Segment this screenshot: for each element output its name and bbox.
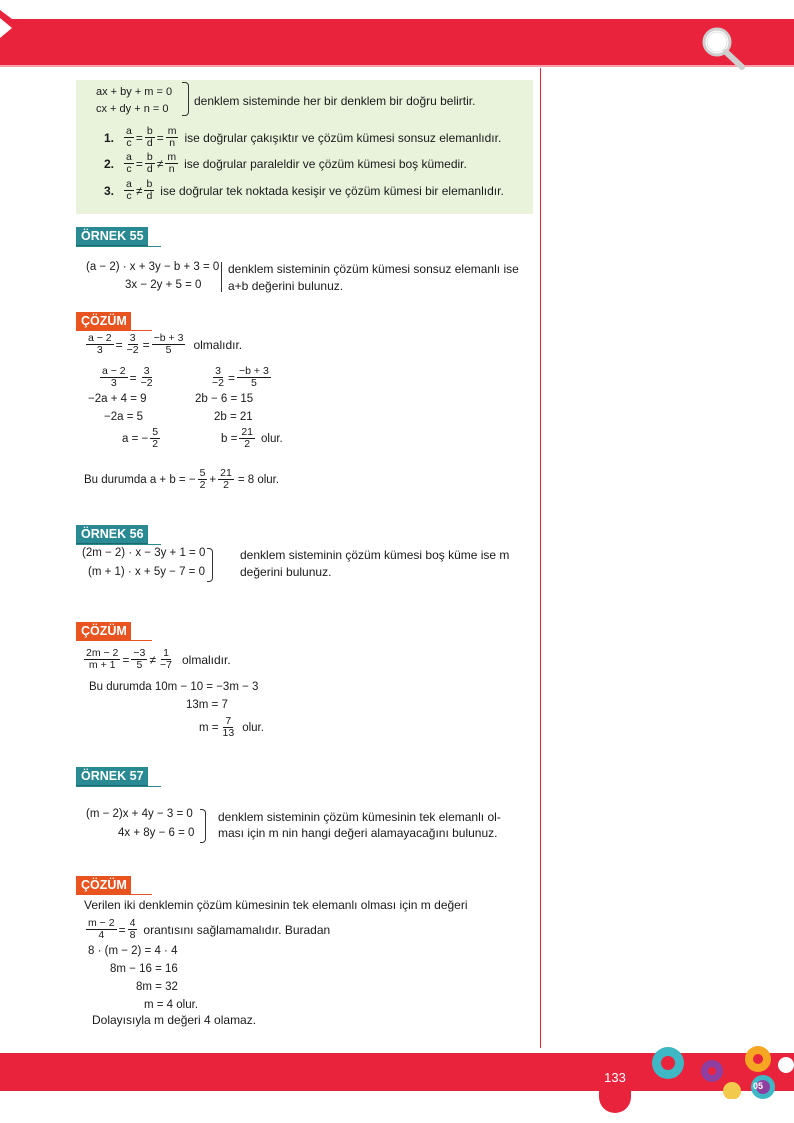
ornek-55-eq2: 3x − 2y + 5 = 0 bbox=[125, 279, 202, 291]
numerator: −b + 3 bbox=[153, 332, 184, 344]
not-equal-sign: ≠ bbox=[135, 183, 143, 198]
denominator: 3 bbox=[110, 377, 117, 389]
numerator: −b + 3 bbox=[239, 365, 269, 377]
ornek-57-eq2: 4x + 8y − 6 = 0 bbox=[118, 827, 195, 839]
gear-label: 05 bbox=[753, 1081, 764, 1091]
cozum-55-left-4 bbox=[122, 427, 162, 450]
fraction bbox=[128, 918, 138, 941]
ornek-56-eq2: (m + 1) · x + 5y − 7 = 0 bbox=[88, 566, 205, 578]
fraction bbox=[165, 152, 178, 175]
denominator: c bbox=[126, 190, 132, 202]
numerator: a − 2 bbox=[102, 365, 126, 377]
final-prefix: Bu durumda a + b = − bbox=[84, 473, 196, 486]
numerator: b bbox=[146, 125, 153, 137]
result-tail: olur. bbox=[261, 432, 283, 445]
fraction bbox=[139, 366, 155, 389]
cozum-55-final bbox=[84, 468, 279, 491]
fraction bbox=[221, 716, 237, 739]
info-item-2 bbox=[104, 152, 467, 175]
numerator: 2m − 2 bbox=[86, 647, 119, 659]
numerator: 1 bbox=[163, 647, 169, 659]
info-item-2-num: 2. bbox=[104, 156, 115, 171]
numerator: 4 bbox=[129, 917, 136, 929]
denominator: 4 bbox=[98, 929, 105, 941]
denominator: −7 bbox=[160, 659, 172, 671]
equals-sign: = bbox=[135, 156, 143, 171]
denominator: 2 bbox=[199, 479, 206, 491]
denominator: n bbox=[169, 137, 176, 149]
cozum-57-proportion: $\frac{m - 2}{4}$ = $\frac{4}{8}$ orantısını sağlamamalıdır. Buradan bbox=[88, 917, 331, 941]
cozum-57-line-2: 8m − 16 = 16 bbox=[110, 963, 178, 975]
proportion-tail: olmalıdır. bbox=[181, 652, 231, 667]
fraction bbox=[84, 648, 120, 671]
cozum-55-left-3: −2a = 5 bbox=[104, 411, 144, 423]
result-prefix: m = bbox=[199, 721, 219, 734]
info-item-1-num: 1. bbox=[104, 130, 115, 145]
info-item-1-text: ise doğrular çakışıktır ve çözüm kümesi sonsuz elemanlıdır. bbox=[184, 130, 502, 145]
numerator: 21 bbox=[241, 426, 253, 438]
result-prefix: a = − bbox=[122, 432, 149, 445]
result-prefix: b = bbox=[221, 432, 238, 445]
cozum-56-proportion: $\frac{2m - 2}{m + 1}$ = $\frac{-3}{5}$ ≠ $\frac{1}{-7}$ olmalıdır. bbox=[86, 647, 231, 671]
result-tail: olur. bbox=[242, 721, 264, 734]
numerator: m bbox=[167, 125, 177, 137]
cozum-57-underline bbox=[76, 894, 152, 895]
fraction bbox=[86, 918, 117, 941]
ornek-56-text1: denklem sisteminin çözüm kümesi boş küme ise m bbox=[240, 548, 510, 562]
fraction bbox=[237, 366, 271, 389]
fraction bbox=[125, 333, 141, 356]
gears-decoration-icon bbox=[640, 1043, 794, 1099]
ornek-57-label: ÖRNEK 57 bbox=[76, 767, 148, 787]
info-item-3 bbox=[104, 179, 504, 202]
info-item-1 bbox=[104, 126, 501, 149]
page-number: 133 bbox=[604, 1070, 626, 1085]
ornek-55-underline bbox=[76, 246, 161, 247]
numerator: −3 bbox=[133, 647, 146, 659]
info-system-text: denklem sisteminde her bir denklem bir doğru belirtir. bbox=[194, 94, 476, 108]
fraction bbox=[86, 333, 114, 356]
denominator: −2 bbox=[140, 377, 153, 389]
ornek-56-eq1: (2m − 2) · x − 3y + 1 = 0 bbox=[82, 547, 206, 559]
cozum-57-line-4: m = 4 olur. bbox=[144, 999, 199, 1011]
ornek-55-text2: a+b değerini bulunuz. bbox=[228, 279, 344, 293]
cozum-55-left-1: $\frac{a - 2}{3}$ = $\frac{3}{-2}$ bbox=[102, 365, 153, 389]
denominator: 3 bbox=[96, 344, 103, 356]
proportion-tail: orantısını sağlamamalıdır. Buradan bbox=[143, 922, 331, 937]
cozum-56-line-3 bbox=[199, 716, 264, 739]
final-tail: = 8 olur. bbox=[237, 473, 280, 486]
ornek-56-label: ÖRNEK 56 bbox=[76, 525, 148, 545]
denominator: 5 bbox=[136, 659, 143, 671]
cozum-57-final: Dolayısıyla m değeri 4 olamaz. bbox=[92, 1013, 257, 1027]
column-divider bbox=[540, 68, 541, 1048]
denominator: 2 bbox=[152, 438, 159, 450]
info-brace bbox=[182, 82, 189, 116]
cozum-56-line-1: Bu durumda 10m − 10 = −3m − 3 bbox=[89, 681, 259, 693]
info-item-3-text: ise doğrular tek noktada kesişir ve çözüm kümesi bir elemanlıdır. bbox=[160, 183, 504, 198]
info-eq2: cx + dy + n = 0 bbox=[96, 103, 169, 115]
numerator: a bbox=[126, 151, 132, 163]
cozum-57-line-3: 8m = 32 bbox=[136, 981, 178, 993]
header-band bbox=[0, 19, 794, 65]
fraction bbox=[198, 468, 208, 491]
cozum-55-right-4 bbox=[221, 427, 283, 450]
ornek-57-brace bbox=[200, 809, 206, 843]
numerator: a bbox=[126, 178, 132, 190]
denominator: d bbox=[146, 163, 153, 175]
not-equal-sign: ≠ bbox=[156, 156, 164, 171]
ornek-57-text1: denklem sisteminin çözüm kümesinin tek elemanlı ol- bbox=[218, 810, 501, 824]
cozum-57-intro: Verilen iki denklemin çözüm kümesinin tek elemanlı olması için m değeri bbox=[84, 898, 468, 912]
cozum-55-underline bbox=[76, 330, 152, 331]
denominator: −2 bbox=[126, 344, 139, 356]
cozum-55-right-2: 2b − 6 = 15 bbox=[195, 393, 254, 405]
denominator: n bbox=[168, 163, 175, 175]
fraction bbox=[145, 152, 155, 175]
ornek-55-brace bbox=[221, 262, 227, 292]
fraction bbox=[100, 366, 128, 389]
fraction bbox=[158, 648, 174, 671]
fraction bbox=[124, 126, 134, 149]
fraction bbox=[210, 366, 226, 389]
cozum-57-line-1: 8 · (m − 2) = 4 · 4 bbox=[88, 945, 178, 957]
fraction bbox=[124, 179, 134, 202]
ornek-55-eq1: (a − 2) · x + 3y − b + 3 = 0 bbox=[86, 261, 220, 273]
denominator: 2 bbox=[223, 479, 229, 491]
denominator: d bbox=[146, 137, 153, 149]
numerator: 7 bbox=[225, 715, 232, 727]
denominator: 5 bbox=[250, 377, 257, 389]
info-item-3-num: 3. bbox=[104, 183, 115, 198]
denominator: c bbox=[126, 137, 132, 149]
fraction bbox=[145, 126, 155, 149]
equals-sign: = bbox=[135, 130, 143, 145]
numerator: a − 2 bbox=[88, 332, 112, 344]
ornek-55-text1: denklem sisteminin çözüm kümesi sonsuz elemanlı ise bbox=[228, 262, 519, 276]
cozum-56-line-2: 13m = 7 bbox=[186, 699, 228, 711]
cozum-56-underline bbox=[76, 640, 152, 641]
cozum-55-right-1: $\frac{3}{-2}$ = $\frac{-b + 3}{5}$ bbox=[212, 365, 269, 389]
ornek-57-underline bbox=[76, 786, 161, 787]
numerator: 5 bbox=[152, 426, 159, 438]
numerator: 3 bbox=[215, 365, 221, 377]
fraction bbox=[152, 333, 186, 356]
denominator: 8 bbox=[129, 929, 136, 941]
cozum-55-right-3: 2b = 21 bbox=[214, 411, 253, 423]
numerator: b bbox=[146, 151, 153, 163]
info-eq1: ax + by + m = 0 bbox=[96, 86, 173, 98]
cozum-55-proportion: $\frac{a - 2}{3}$ = $\frac{3}{-2}$ = $\frac{-b + 3}{5}$ olmalıdır. bbox=[88, 332, 243, 356]
numerator: b bbox=[146, 178, 153, 190]
cozum-55-label: ÇÖZÜM bbox=[76, 312, 131, 330]
ornek-55-label: ÖRNEK 55 bbox=[76, 227, 148, 247]
fraction bbox=[166, 126, 179, 149]
cozum-57-label: ÇÖZÜM bbox=[76, 876, 131, 894]
magnifier-icon bbox=[698, 24, 750, 72]
header-arrow-icon bbox=[0, 10, 40, 50]
cozum-56-label: ÇÖZÜM bbox=[76, 622, 131, 640]
fraction bbox=[131, 648, 147, 671]
denominator: m + 1 bbox=[88, 659, 116, 671]
fraction bbox=[150, 427, 160, 450]
numerator: 3 bbox=[129, 332, 136, 344]
proportion-tail: olmalıdır. bbox=[193, 337, 243, 352]
numerator: 5 bbox=[199, 467, 206, 479]
denominator: −2 bbox=[212, 377, 224, 389]
numerator: m − 2 bbox=[88, 917, 115, 929]
denominator: d bbox=[146, 190, 153, 202]
ornek-56-text2: değerini bulunuz. bbox=[240, 565, 332, 579]
header-stripe bbox=[0, 65, 794, 67]
ornek-56-underline bbox=[76, 544, 161, 545]
fraction bbox=[144, 179, 154, 202]
ornek-57-text2: ması için m nin hangi değeri alamayacağını bulunuz. bbox=[218, 826, 498, 840]
ornek-57-eq1: (m − 2)x + 4y − 3 = 0 bbox=[86, 808, 193, 820]
equals-sign: = bbox=[156, 130, 164, 145]
denominator: 5 bbox=[165, 344, 172, 356]
plus-sign: + bbox=[209, 473, 217, 486]
cozum-55-left-2: −2a + 4 = 9 bbox=[88, 393, 147, 405]
fraction bbox=[239, 427, 255, 450]
info-system bbox=[96, 84, 172, 118]
numerator: m bbox=[167, 151, 177, 163]
denominator: 2 bbox=[244, 438, 251, 450]
denominator: 13 bbox=[222, 727, 235, 739]
numerator: 21 bbox=[220, 467, 232, 479]
numerator: a bbox=[126, 125, 132, 137]
info-item-2-text: ise doğrular paraleldir ve çözüm kümesi boş kümedir. bbox=[184, 156, 467, 171]
fraction bbox=[218, 468, 234, 491]
ornek-56-brace bbox=[207, 548, 213, 582]
denominator: c bbox=[126, 163, 132, 175]
numerator: 3 bbox=[143, 365, 150, 377]
fraction bbox=[124, 152, 134, 175]
